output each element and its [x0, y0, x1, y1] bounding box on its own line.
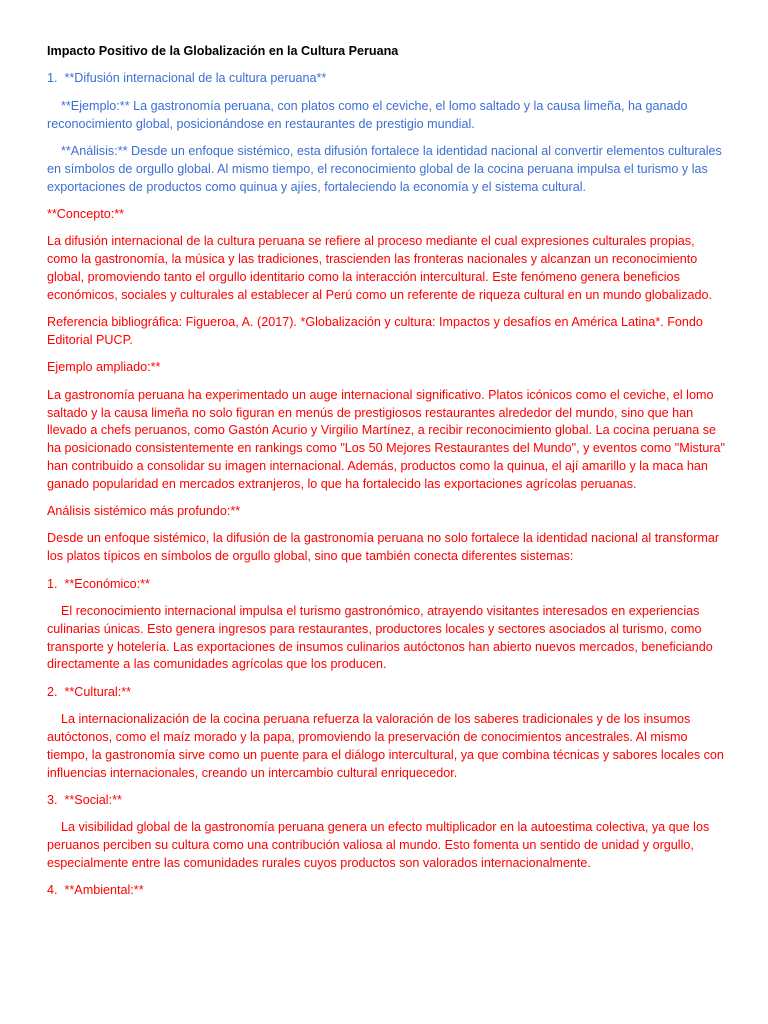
- referencia-paragraph: Referencia bibliográfica: Figueroa, A. (2017). *Globalización y cultura: Impactos y desafíos en América Latina*. Fondo Editorial PUCP.: [47, 315, 707, 347]
- document-page: [47, 43, 727, 910]
- section-heading-difusion: 1. **Difusión internacional de la cultura peruana**: [47, 71, 327, 86]
- analisis-sistemico-paragraph: Desde un enfoque sistémico, la difusión de la gastronomía peruana no solo fortalece la identidad nacional al transformar los platos típicos en símbolos de orgullo global, sino que también conecta diferentes sistemas:: [47, 531, 723, 564]
- document-title: Impacto Positivo de la Globalización en la Cultura Peruana: [47, 44, 399, 58]
- ejemplo-ampliado-paragraph: La gastronomía peruana ha experimentado un auge internacional significativo. Platos icónicos como el ceviche, el lomo saltado y la causa limeña no solo figuran en menús de prestigiosos restaurantes alrededor del mundo, sino que han llevado a chefs peruanos, como Gastón Acurio y Virgilio Martínez, a recibir reconocimiento global. La cocina peruana se ha posicionado consistentemente en rankings como "Los 50 Mejores Restaurantes del Mundo", y eventos como "Mistura" han contribuido a consolidar su imagen internacional. Además, productos como la quinua, el ají amarillo y la maca han ganado popularidad en mercados extranjeros, lo que ha fortalecido las exportaciones agrícolas peruanas.: [47, 387, 729, 491]
- concepto-heading: **Concepto:**: [47, 206, 125, 221]
- social-heading: 3. **Social:**: [47, 793, 122, 807]
- analisis-paragraph: **Análisis:** Desde un enfoque sistémico, esta difusión fortalece la identidad nacional al convertir elementos culturales en símbolos de orgullo global. Al mismo tiempo, el reconocimiento global de la cocina peruana impulsa el turismo y las exportaciones de productos como quinua y ajíes, fortaleciendo la economía y el sistema cultural.: [47, 143, 726, 194]
- economico-heading: 1. **Económico:**: [47, 576, 150, 591]
- analisis-sistemico-heading: Análisis sistémico más profundo:**: [47, 504, 241, 519]
- cultural-heading: 2. **Cultural:**: [47, 684, 131, 699]
- concepto-paragraph: La difusión internacional de la cultura peruana se refiere al proceso mediante el cual expresiones culturales propias, como la gastronomía, la música y las tradiciones, trascienden las fronteras nacionales y alcanzan un reconocimiento global, promoviendo tanto el orgullo identitario como la interacción intercultural. Este fenómeno genera beneficios económicos, sociales y culturales al establecer al Perú como un referente de riqueza cultural en un mundo globalizado.: [47, 234, 713, 302]
- cultural-paragraph: La internacionalización de la cocina peruana refuerza la valoración de los saberes tradicionales y de los insumos autóctonos, como el maíz morado y la papa, promoviendo la preservación de conocimientos ancestrales. Al mismo tiempo, la gastronomía sirve como un puente para el diálogo intercultural, ya que combina técnicas y sabores locales con influencias internacionales, creando un intercambio cultural enriquecedor.: [47, 712, 728, 780]
- ejemplo-paragraph: **Ejemplo:** La gastronomía peruana, con platos como el ceviche, el lomo saltado y la causa limeña, ha ganado reconocimiento global, posicionándose en restaurantes de prestigio mundial.: [47, 98, 692, 131]
- ambiental-heading: 4. **Ambiental:**: [47, 883, 144, 898]
- social-paragraph: La visibilidad global de la gastronomía peruana genera un efecto multiplicador en la autoestima colectiva, ya que los peruanos perciben su cultura como una contribución valiosa al mundo. Esto fomenta un sentido de unidad y orgullo, especialmente entre las comunidades rurales cuyos productos son valorados internacionalmente.: [47, 820, 713, 870]
- economico-paragraph: El reconocimiento internacional impulsa el turismo gastronómico, atrayendo visitantes interesados en experiencias culinarias únicas. Esto genera ingresos para restaurantes, productores locales y sectores asociados al turismo, como transporte y hotelería. Las exportaciones de insumos culinarios autóctonos han abierto nuevos mercados, beneficiando directamente a las comunidades agrícolas que los producen.: [47, 604, 717, 672]
- ejemplo-ampliado-heading: Ejemplo ampliado:**: [47, 360, 161, 375]
